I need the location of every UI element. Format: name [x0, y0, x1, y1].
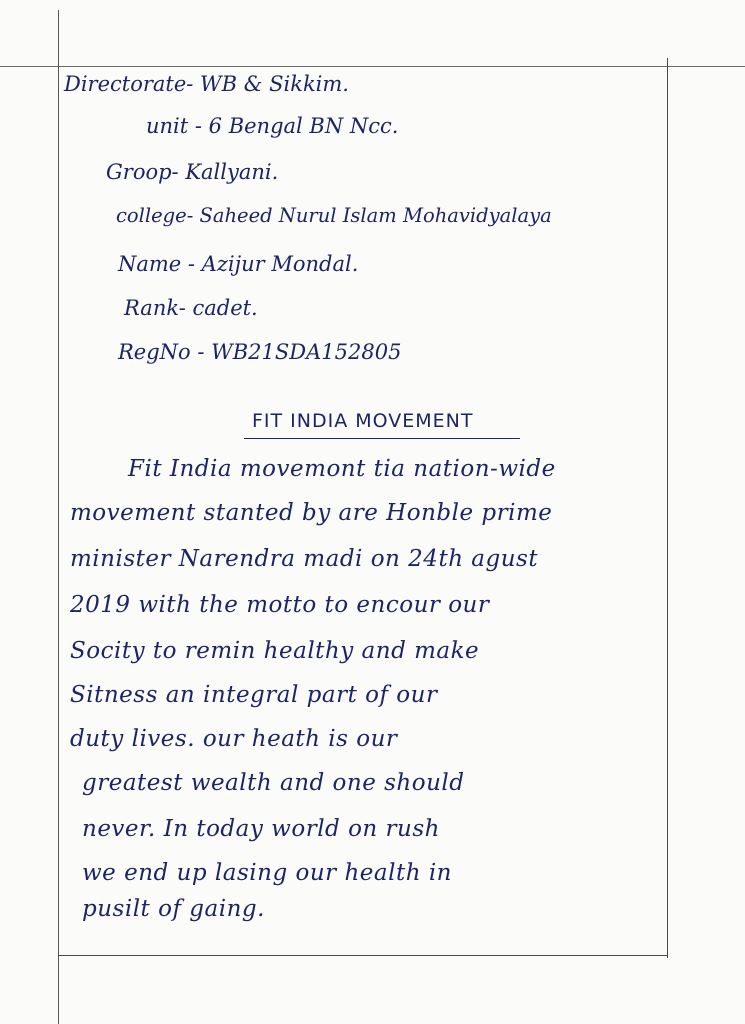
- essay-line: 2019 with the motto to encour our: [70, 592, 490, 618]
- rank-line: Rank- cadet.: [124, 296, 258, 320]
- name-line: Name - Azijur Mondal.: [118, 252, 359, 276]
- page-right-rule: [667, 58, 668, 958]
- essay-line: minister Narendra madi on 24th agust: [70, 546, 539, 572]
- essay-title-underline: [244, 438, 520, 439]
- regno-line: RegNo - WB21SDA152805: [118, 340, 402, 364]
- unit-line: unit - 6 Bengal BN Ncc.: [146, 114, 399, 138]
- essay-line: Sitness an integral part of our: [70, 682, 438, 708]
- essay-line: greatest wealth and one should: [82, 770, 465, 796]
- essay-line: movement stanted by are Honble prime: [70, 500, 553, 526]
- page-top-rule: [0, 66, 745, 67]
- essay-line: pusilt of gaing.: [82, 896, 265, 922]
- group-line: Groop- Kallyani.: [106, 160, 279, 184]
- essay-line: duty lives. our heath is our: [70, 726, 398, 752]
- essay-line: we end up lasing our health in: [82, 860, 452, 886]
- directorate-line: Directorate- WB & Sikkim.: [64, 72, 349, 96]
- page-bottom-rule: [58, 955, 668, 956]
- essay-line: Socity to remin healthy and make: [70, 638, 480, 664]
- essay-line: Fit India movemont tia nation-wide: [128, 456, 556, 482]
- college-line: college- Saheed Nurul Islam Mohavidyalaya: [116, 204, 552, 227]
- essay-line: never. In today world on rush: [82, 816, 440, 842]
- page-left-margin-rule: [58, 10, 59, 1024]
- essay-title: FIT INDIA MOVEMENT: [252, 410, 474, 432]
